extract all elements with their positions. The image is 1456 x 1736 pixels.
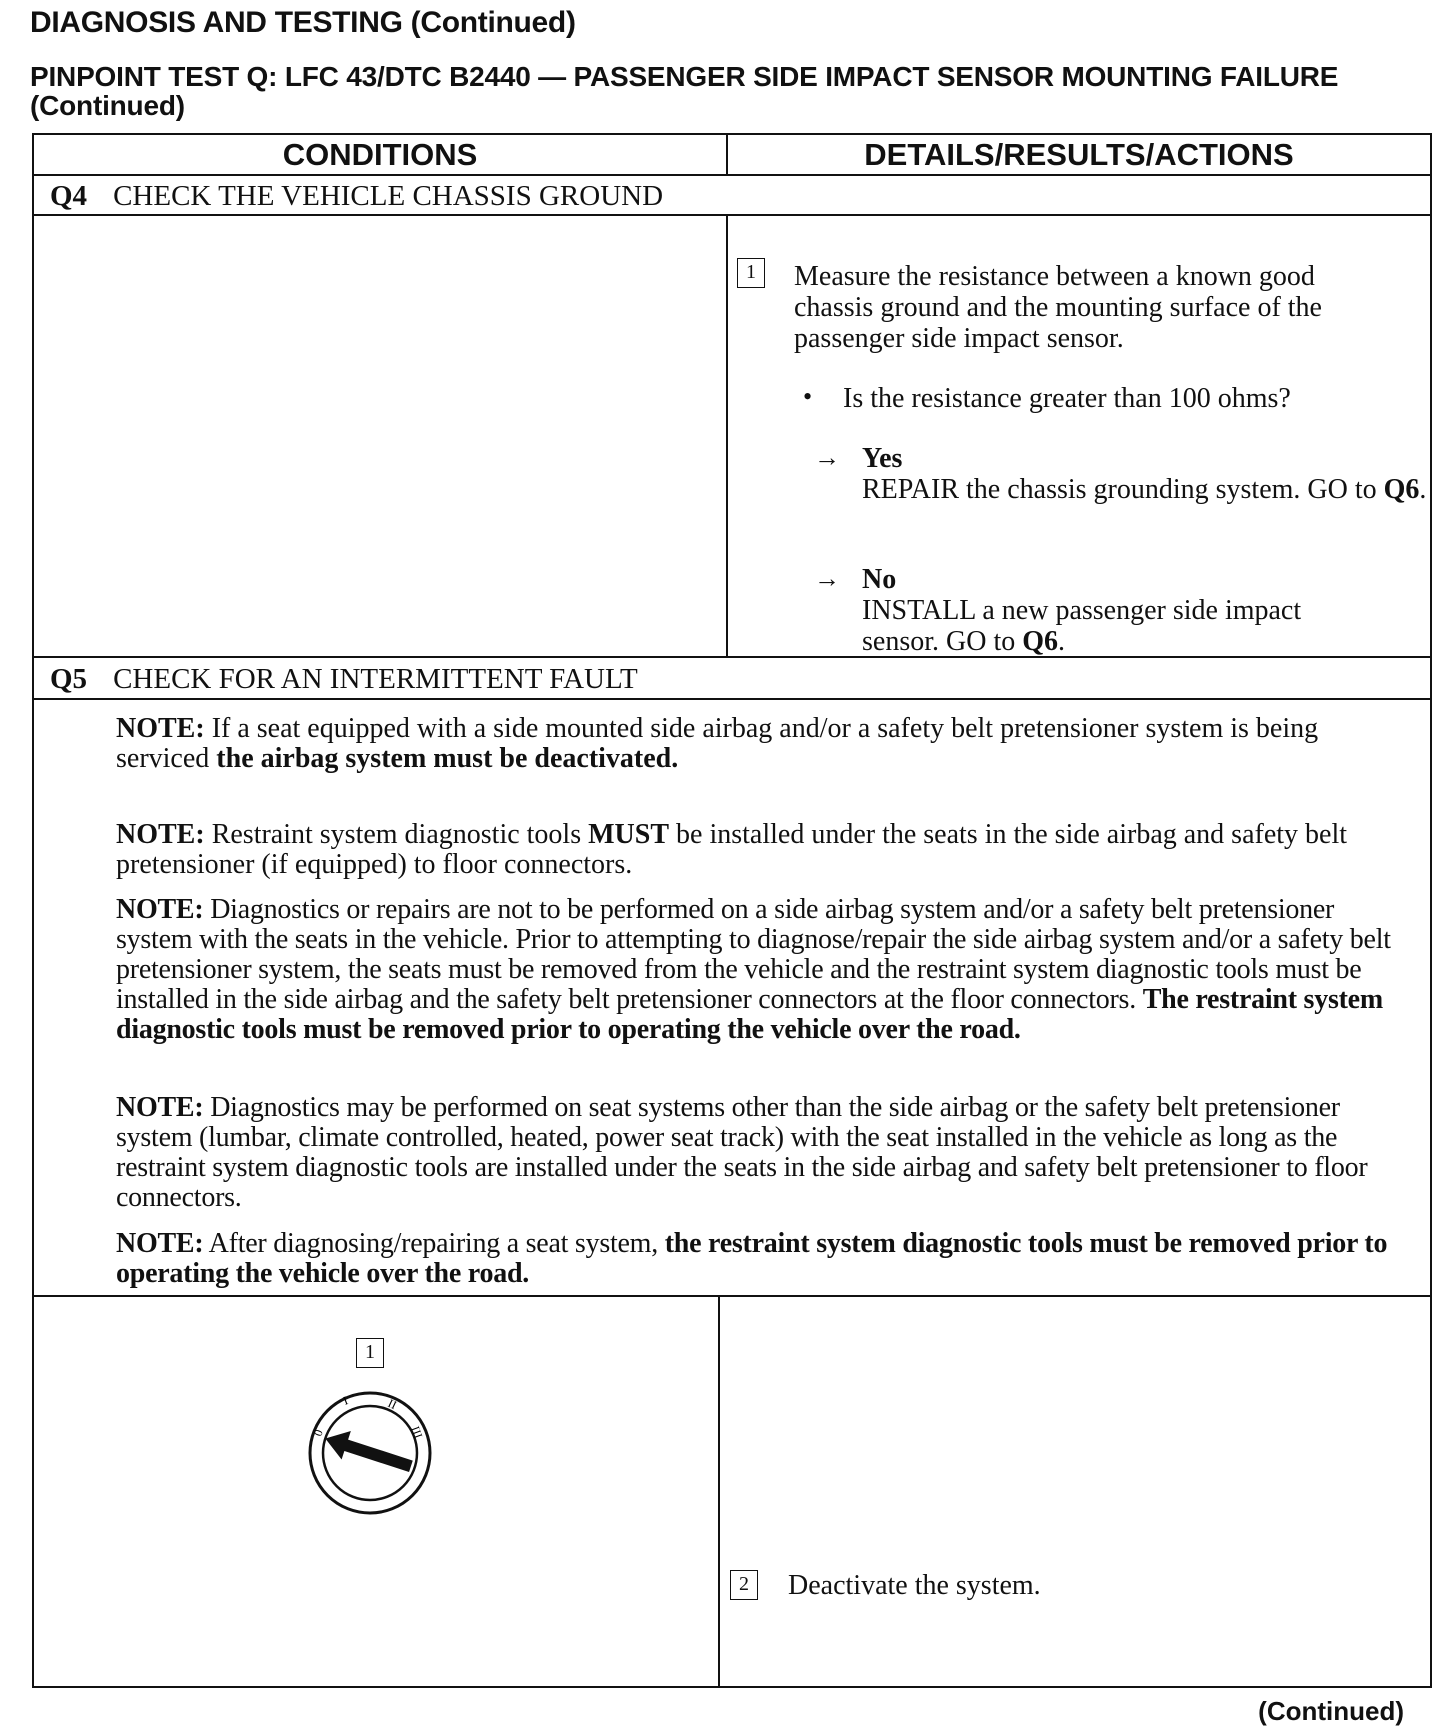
q4-title: CHECK THE VEHICLE CHASSIS GROUND xyxy=(113,180,664,212)
q4-no-action-text: INSTALL a new passenger side impact sensor. GO to xyxy=(862,595,1302,657)
q4-yes-action-text: REPAIR the chassis grounding system. GO to xyxy=(862,474,1377,505)
note-label: NOTE: xyxy=(116,713,205,744)
q4-heading xyxy=(50,176,663,216)
q4-yes-action: REPAIR the chassis grounding system. GO to Q6. xyxy=(862,474,1427,505)
note-label: NOTE: xyxy=(116,894,204,925)
q4-yes-label: Yes xyxy=(862,443,903,474)
q4-no-label: No xyxy=(862,564,897,595)
q4-instruction: Measure the resistance between a known good chassis ground and the mounting surface of the passenger side impact sensor. xyxy=(794,261,1322,354)
q5-title: CHECK FOR AN INTERMITTENT FAULT xyxy=(113,663,638,695)
bullet-icon: • xyxy=(803,382,813,411)
section-title: DIAGNOSIS AND TESTING (Continued) xyxy=(30,6,576,39)
arrow-right-icon: → xyxy=(814,443,840,472)
column-header-conditions: CONDITIONS xyxy=(282,137,478,172)
note-label: NOTE: xyxy=(116,1092,204,1123)
q5-heading xyxy=(50,659,638,699)
note5-text: After diagnosing/repairing a seat system, xyxy=(208,1228,658,1259)
note-label: NOTE: xyxy=(116,819,205,850)
note2-must: MUST xyxy=(588,819,670,850)
note2-text-a: Restraint system diagnostic tools xyxy=(211,819,582,850)
note3-bold: The restraint system diagnostic tools must be removed prior to operating the vehicle over the road. xyxy=(116,984,1383,1045)
figure-step-number: 1 xyxy=(356,1338,384,1368)
q5-id: Q5 xyxy=(50,663,88,695)
q4-question: Is the resistance greater than 100 ohms? xyxy=(843,383,1291,414)
divider-q4 xyxy=(726,214,728,656)
ignition-label-2: II xyxy=(385,1396,399,1413)
note-deactivate-airbag xyxy=(116,714,1416,774)
ignition-label-1: I xyxy=(341,1393,350,1408)
rule-q5-notes xyxy=(32,1295,1432,1297)
note-other-seat-systems xyxy=(116,1093,1416,1213)
continued-label: (Continued) xyxy=(1258,1696,1404,1726)
ignition-label-3: III xyxy=(408,1424,426,1441)
note-label: NOTE: xyxy=(116,1228,204,1259)
note4-text: Diagnostics may be performed on seat systems other than the side airbag or the safety belt pretensioner system (lumbar, climate controlled, heated, power seat track) with the seat installed in the vehicle as long as the restraint system diagnostic tools are installed under the seats in the side airbag and safety belt pretensioner to floor connectors. xyxy=(116,1092,1368,1213)
q4-step-number: 1 xyxy=(737,258,765,288)
note-install-tools xyxy=(116,820,1416,880)
note1-bold: the airbag system must be deactivated. xyxy=(216,743,679,774)
q4-id: Q4 xyxy=(50,180,88,212)
q4-no-target: Q6 xyxy=(1022,626,1059,657)
column-header-details: DETAILS/RESULTS/ACTIONS xyxy=(864,137,1294,172)
pinpoint-test-title: PINPOINT TEST Q: LFC 43/DTC B2440 — PASSENGER SIDE IMPACT SENSOR MOUNTING FAILURE (Continued) xyxy=(30,61,1339,121)
divider-q5 xyxy=(718,1295,720,1688)
ignition-label-0: 0 xyxy=(310,1427,326,1439)
note5-bold: the restraint system diagnostic tools must be removed prior to operating the vehicle over the road. xyxy=(116,1228,1388,1289)
note2-text-b: be installed under the seats in the side airbag and safety belt pretensioner (if equipped) to floor connectors. xyxy=(116,819,1348,880)
q4-yes-target: Q6 xyxy=(1383,474,1420,505)
note-remove-tools xyxy=(116,1229,1416,1289)
q5-step-number: 2 xyxy=(730,1570,758,1600)
ignition-switch-icon xyxy=(305,1388,435,1518)
q5-step-text: Deactivate the system. xyxy=(788,1570,1041,1601)
q4-no-action: INSTALL a new passenger side impact sensor. GO to Q6. xyxy=(862,595,1302,657)
note3-text: Diagnostics or repairs are not to be performed on a side airbag system and/or a safety belt pretensioner system with the seats in the vehicle. Prior to attempting to diagnose/repair the side airbag system and/or a safety belt pretensioner system, the seats must be removed from the vehicle and the restraint system diagnostic tools must be installed in the side airbag and the safety belt pretensioner connectors at the floor connectors. xyxy=(116,894,1391,1015)
note1-text: If a seat equipped with a side mounted side airbag and/or a safety belt pretensioner system is being serviced xyxy=(116,713,1319,774)
note-seats-removed xyxy=(116,895,1416,1045)
arrow-right-icon: → xyxy=(814,564,840,593)
